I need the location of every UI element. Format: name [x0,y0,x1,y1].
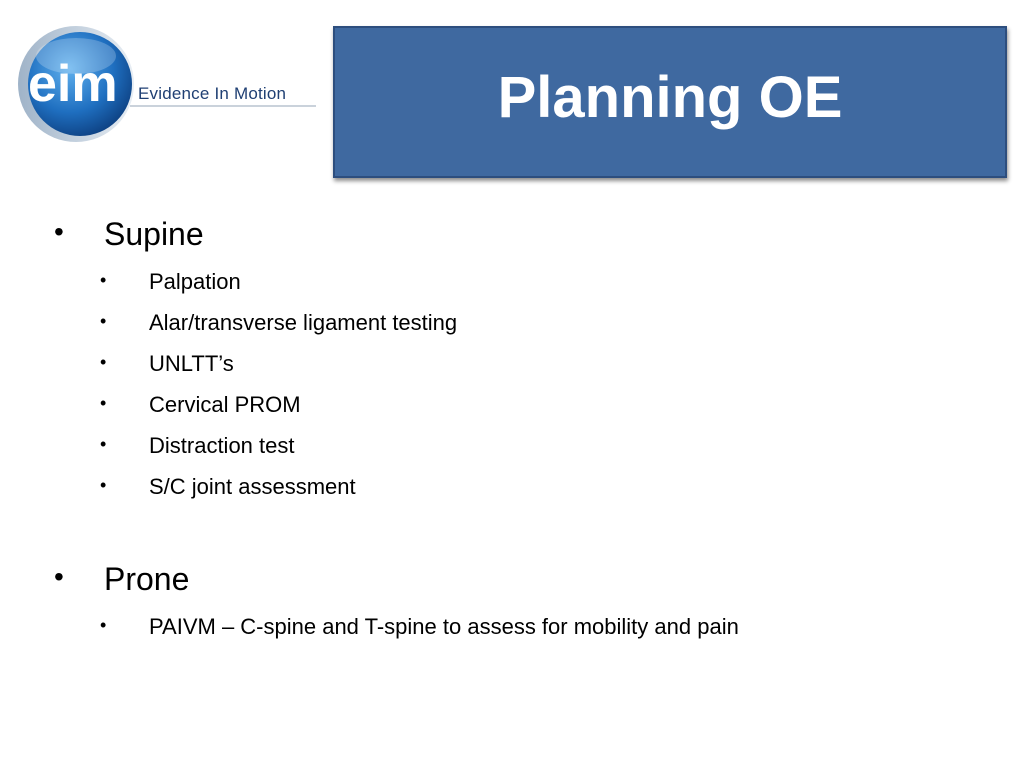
list-item-text: UNLTT’s [149,351,234,376]
list-item-text: Cervical PROM [149,392,301,417]
list-item-text: S/C joint assessment [149,474,356,499]
bullet-glyph: • [100,393,107,413]
list-item-text: Alar/transverse ligament testing [149,310,458,335]
bullet-glyph: • [54,216,64,247]
list-item-text: PAIVM – C-spine and T-spine to assess for mobility and pain [149,614,739,639]
bullet-glyph: • [100,311,107,331]
bullet-glyph: • [100,615,107,635]
list-item-text: Distraction test [149,433,295,458]
bullet-glyph: • [100,475,107,495]
bullet-glyph: • [100,434,107,454]
bullet-glyph: • [54,561,64,592]
section-heading-text: Supine [104,216,204,252]
logo-tagline: Evidence In Motion [138,84,287,103]
slide-title: Planning OE [497,65,843,130]
bullet-glyph: • [100,352,107,372]
bullet-glyph: • [100,270,107,290]
list-item-text: Palpation [149,269,241,294]
logo-mark-text: eim [28,55,118,113]
section-heading-text: Prone [104,561,190,597]
